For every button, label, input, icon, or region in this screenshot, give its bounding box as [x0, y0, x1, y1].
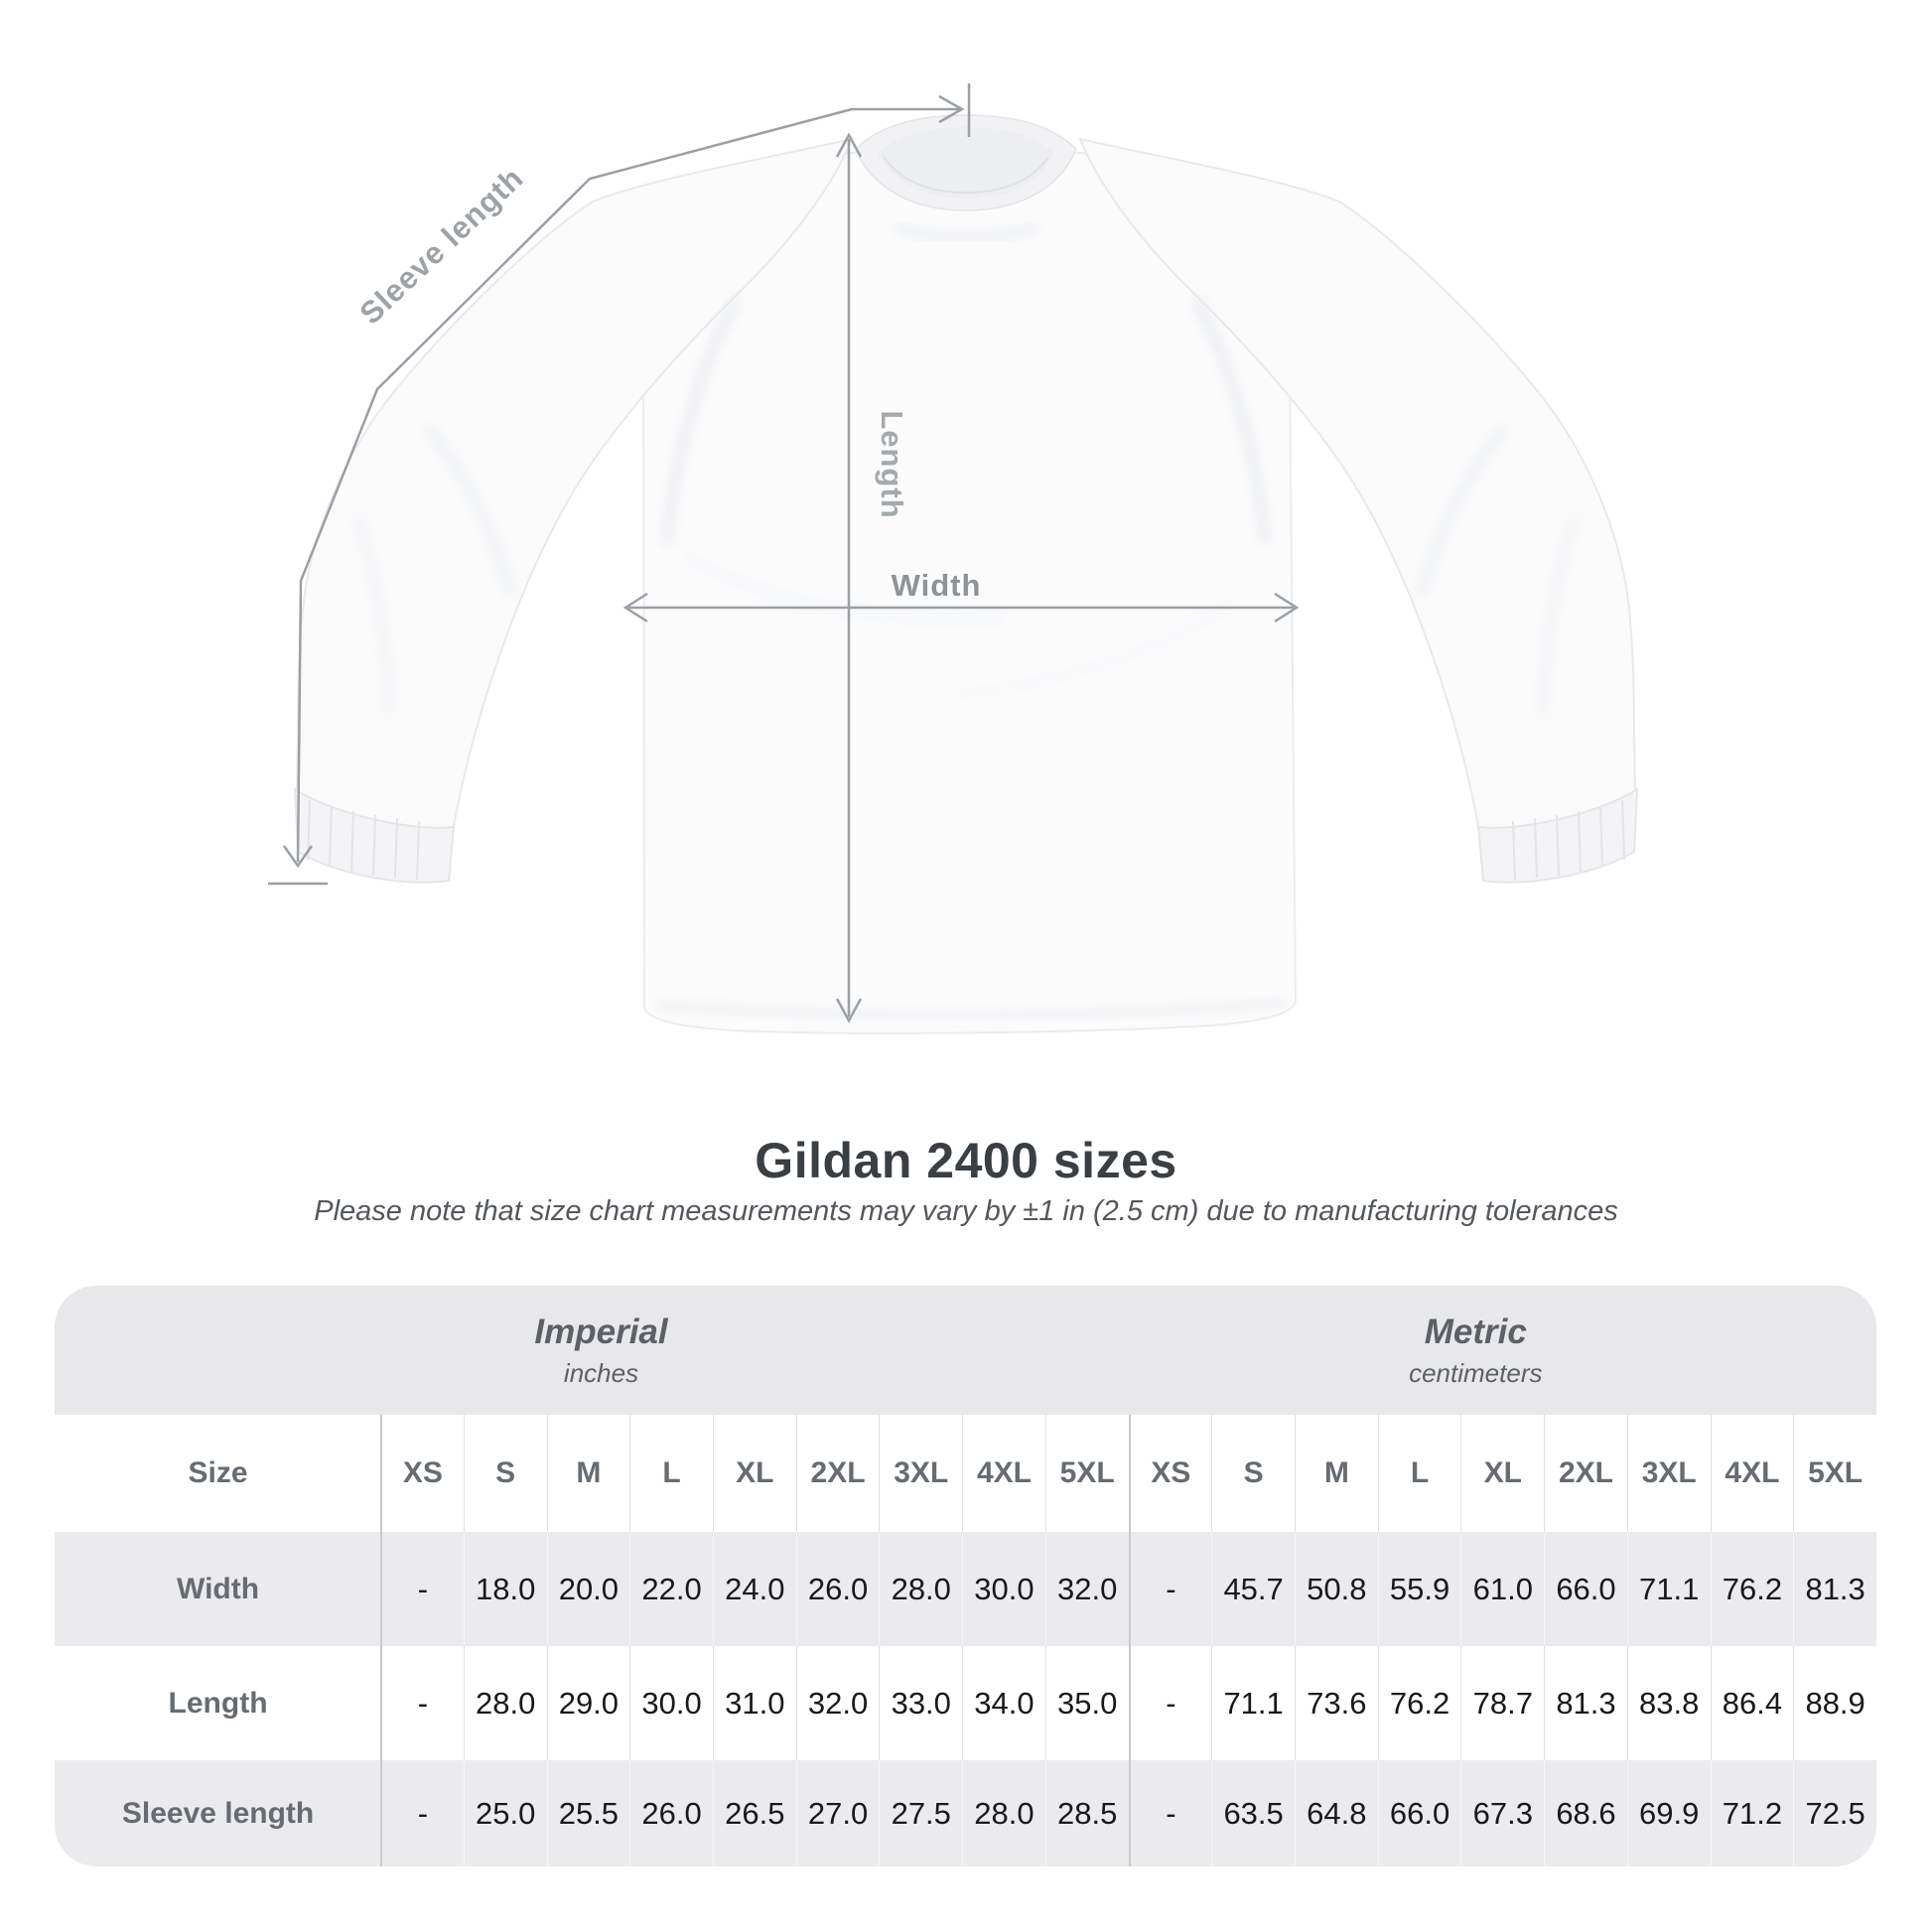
- measurement-value-cell: 69.9: [1627, 1760, 1711, 1866]
- table-row-sleeve-length: [55, 1760, 1876, 1866]
- measurement-row-label: Length: [168, 1686, 268, 1720]
- measurement-value-cell: 71.1: [1627, 1532, 1711, 1646]
- measurement-value-cell: 29.0: [547, 1646, 630, 1760]
- measurement-value-cell: 71.1: [1211, 1646, 1295, 1760]
- measurement-value-cell: 32.0: [1045, 1532, 1129, 1646]
- size-column-header: L: [1378, 1415, 1461, 1532]
- unit-section-band: [55, 1286, 1876, 1415]
- size-column-header: 5XL: [1045, 1415, 1129, 1532]
- sleeve-length-label: Sleeve length: [352, 160, 531, 332]
- size-column-header: XS: [1129, 1415, 1212, 1532]
- size-column-header: 5XL: [1793, 1415, 1876, 1532]
- measurement-row-label: Sleeve length: [121, 1796, 315, 1830]
- size-column-header: 2XL: [1544, 1415, 1627, 1532]
- size-column-header: 4XL: [1711, 1415, 1794, 1532]
- measurement-value-cell: 76.2: [1378, 1646, 1461, 1760]
- measurement-value-cell: 26.0: [629, 1760, 713, 1866]
- measurement-value-cell: 63.5: [1211, 1760, 1295, 1866]
- measurement-value-cell: 88.9: [1793, 1646, 1876, 1760]
- imperial-name: Imperial: [534, 1311, 668, 1351]
- measurement-value-cell: 26.5: [713, 1760, 796, 1866]
- measurement-value-cell: 18.0: [464, 1532, 547, 1646]
- measurement-value-cell: 73.6: [1295, 1646, 1378, 1760]
- size-column-header: XS: [380, 1415, 464, 1532]
- width-label: Width: [891, 568, 982, 603]
- size-column-header: S: [464, 1415, 547, 1532]
- measurement-value-cell: 78.7: [1460, 1646, 1544, 1760]
- measurement-value-cell: 30.0: [962, 1532, 1045, 1646]
- size-column-header: 3XL: [1627, 1415, 1711, 1532]
- measurement-value-cell: 28.0: [962, 1760, 1045, 1866]
- page-title: Gildan 2400 sizes: [755, 1133, 1177, 1188]
- measurement-value-cell: 35.0: [1045, 1646, 1129, 1760]
- size-header-row: [55, 1415, 1876, 1532]
- metric-name: Metric: [1424, 1311, 1527, 1351]
- measurement-value-cell: 67.3: [1460, 1760, 1544, 1866]
- measurement-value-cell: 68.6: [1544, 1760, 1627, 1866]
- table-row-width: [55, 1532, 1876, 1646]
- measurement-value-cell: 27.5: [879, 1760, 962, 1866]
- size-column-header: M: [547, 1415, 630, 1532]
- measurement-value-cell: 33.0: [879, 1646, 962, 1760]
- measurement-value-cell: 22.0: [629, 1532, 713, 1646]
- measurement-value-cell: 81.3: [1544, 1646, 1627, 1760]
- measurement-value-cell: 28.0: [879, 1532, 962, 1646]
- size-column-header: XL: [713, 1415, 796, 1532]
- length-label: Length: [875, 410, 909, 519]
- measurement-value-cell: -: [1129, 1532, 1212, 1646]
- measurement-value-cell: 55.9: [1378, 1532, 1461, 1646]
- measurement-value-cell: -: [1129, 1646, 1212, 1760]
- measurement-value-cell: 83.8: [1627, 1646, 1711, 1760]
- measurement-value-cell: 86.4: [1711, 1646, 1794, 1760]
- measurement-value-cell: 26.0: [796, 1532, 880, 1646]
- measurement-value-cell: -: [1129, 1760, 1212, 1866]
- measurement-value-cell: 81.3: [1793, 1532, 1876, 1646]
- measurement-row-label: Width: [177, 1572, 260, 1605]
- size-column-header: S: [1211, 1415, 1295, 1532]
- measurement-value-cell: 25.0: [464, 1760, 547, 1866]
- measurement-value-cell: 30.0: [629, 1646, 713, 1760]
- measurement-value-cell: 50.8: [1295, 1532, 1378, 1646]
- measurement-value-cell: 76.2: [1711, 1532, 1794, 1646]
- measurement-value-cell: 45.7: [1211, 1532, 1295, 1646]
- measurement-value-cell: 71.2: [1711, 1760, 1794, 1866]
- measurement-value-cell: -: [380, 1760, 464, 1866]
- measurement-value-cell: 72.5: [1793, 1760, 1876, 1866]
- imperial-section-header: [534, 1286, 667, 1415]
- metric-section-header: [1409, 1286, 1542, 1415]
- measurement-value-cell: 31.0: [713, 1646, 796, 1760]
- size-column-header: L: [629, 1415, 713, 1532]
- measurement-value-cell: 28.5: [1045, 1760, 1129, 1866]
- measurement-value-cell: -: [380, 1646, 464, 1760]
- measurement-value-cell: 32.0: [796, 1646, 880, 1760]
- imperial-unit-label: inches: [563, 1357, 639, 1388]
- measurement-value-cell: 20.0: [547, 1532, 630, 1646]
- tolerance-note: Please note that size chart measurements may vary by ±1 in (2.5 cm) due to manufacturing tolerances: [314, 1195, 1618, 1227]
- size-chart-table: [55, 1286, 1876, 1866]
- measurement-value-cell: 66.0: [1544, 1532, 1627, 1646]
- size-column-header: 4XL: [962, 1415, 1045, 1532]
- size-column-header: 2XL: [796, 1415, 880, 1532]
- table-row-length: [55, 1646, 1876, 1760]
- measurement-value-cell: 66.0: [1378, 1760, 1461, 1866]
- measurement-value-cell: 24.0: [713, 1532, 796, 1646]
- size-column-header: XL: [1460, 1415, 1544, 1532]
- size-header: Size: [188, 1456, 248, 1489]
- metric-unit-label: centimeters: [1409, 1357, 1543, 1388]
- measurement-value-cell: 64.8: [1295, 1760, 1378, 1866]
- measurement-value-cell: 61.0: [1460, 1532, 1544, 1646]
- size-column-header: M: [1295, 1415, 1378, 1532]
- size-column-header: 3XL: [879, 1415, 962, 1532]
- measurement-value-cell: 34.0: [962, 1646, 1045, 1760]
- measurement-value-cell: 25.5: [547, 1760, 630, 1866]
- measurement-value-cell: -: [380, 1532, 464, 1646]
- measurement-value-cell: 27.0: [796, 1760, 880, 1866]
- measurement-value-cell: 28.0: [464, 1646, 547, 1760]
